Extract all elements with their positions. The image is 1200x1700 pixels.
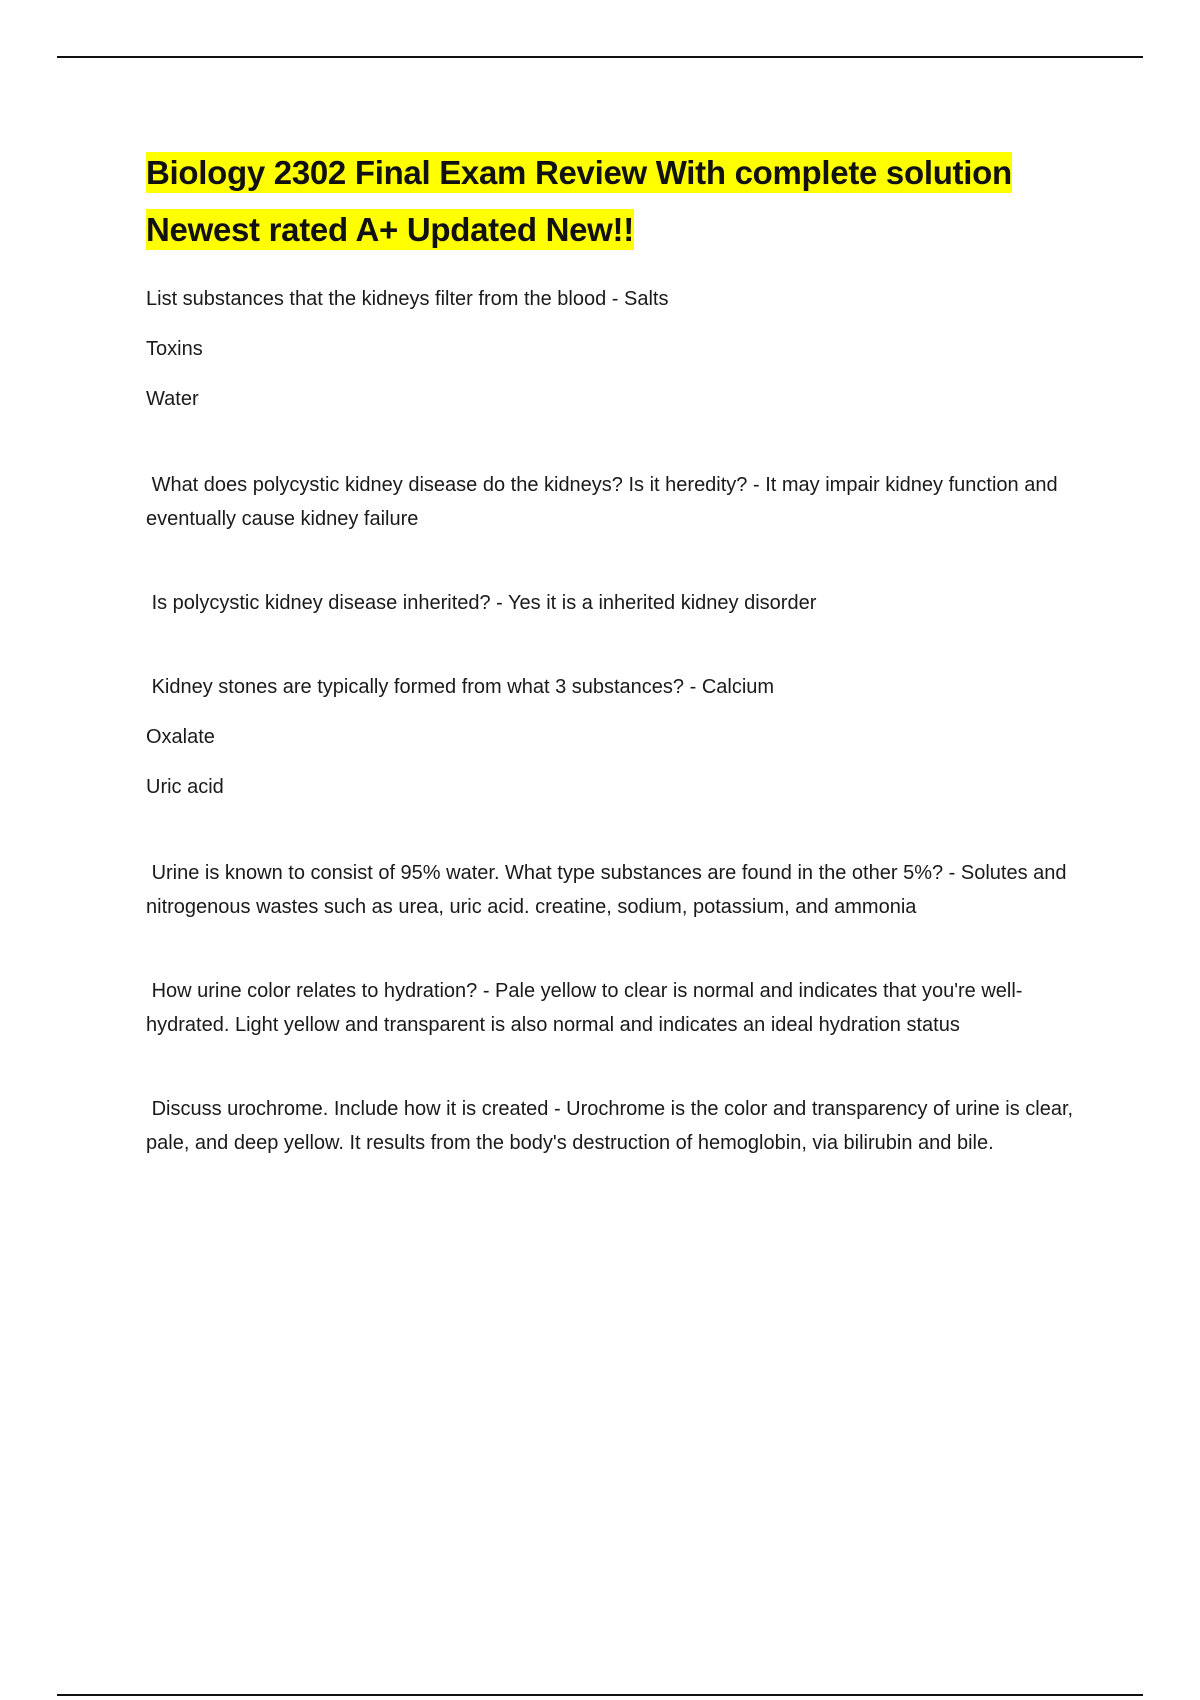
qa-line: Water <box>146 388 199 410</box>
qa-line: Oxalate <box>146 726 215 748</box>
qa-item-1 <box>146 282 1086 416</box>
document-title <box>146 144 1086 258</box>
qa-line: List substances that the kidneys filter from the blood - Salts <box>146 288 669 310</box>
qa-text: Urine is known to consist of 95% water. What type substances are found in the other 5%? - Solutes and nitrogenous wastes such as urea, uric acid. creatine, sodium, potassium, and ammonia <box>146 862 1073 918</box>
title-line-2: Newest rated A+ Updated New!! <box>146 211 634 248</box>
qa-item-3 <box>146 586 1086 620</box>
title-line-1: Biology 2302 Final Exam Review With complete solution <box>146 154 1012 191</box>
qa-item-5 <box>146 856 1086 924</box>
qa-text: What does polycystic kidney disease do the kidneys? Is it heredity? - It may impair kidney function and eventually cause kidney failure <box>146 474 1064 530</box>
document-body <box>146 144 1086 1176</box>
qa-item-6 <box>146 974 1086 1042</box>
qa-line: Kidney stones are typically formed from what 3 substances? - Calcium <box>146 676 775 698</box>
qa-item-7 <box>146 1092 1086 1160</box>
qa-text: Discuss urochrome. Include how it is created - Urochrome is the color and transparency of urine is clear, pale, and deep yellow. It results from the body's destruction of hemoglobin, via bilirubin and bile. <box>146 1098 1079 1154</box>
qa-text: Is polycystic kidney disease inherited? - Yes it is a inherited kidney disorder <box>146 592 817 614</box>
qa-line: Uric acid <box>146 776 224 798</box>
qa-item-2 <box>146 468 1086 536</box>
page-top-rule <box>57 56 1143 58</box>
page-bottom-rule <box>57 1694 1143 1696</box>
qa-text: How urine color relates to hydration? - Pale yellow to clear is normal and indicates that you're well-hydrated. Light yellow and transparent is also normal and indicates an ideal hydration status <box>146 980 1023 1036</box>
qa-line: Toxins <box>146 338 203 360</box>
qa-item-4 <box>146 670 1086 804</box>
